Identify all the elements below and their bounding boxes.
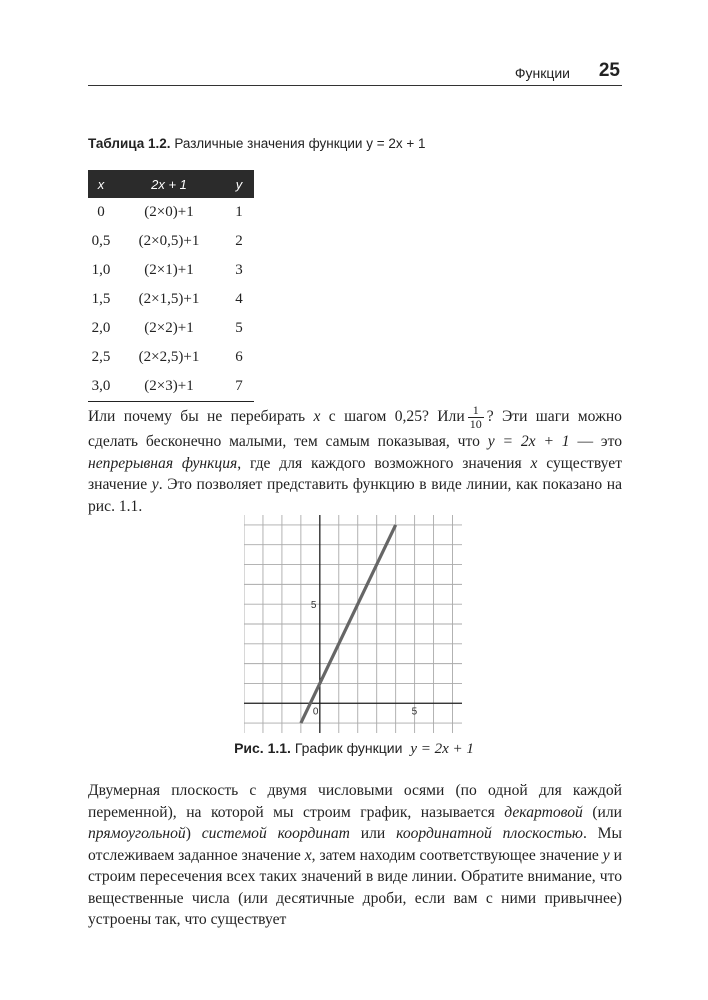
cell-x: 1,5 xyxy=(91,291,111,307)
variable-x: x xyxy=(313,408,321,426)
text-run: с шагом 0,25? Или xyxy=(328,408,465,426)
running-section-title: Функции xyxy=(514,65,570,81)
cell-x: 3,0 xyxy=(88,372,114,402)
cell-x: 0 xyxy=(97,204,105,220)
cell-expression: (2×0)+1 xyxy=(144,204,194,220)
emphasis-term: декартовой xyxy=(504,803,583,821)
cell-y: 7 xyxy=(224,372,254,402)
cell-expression: (2×0,5)+1 xyxy=(138,233,200,249)
table-caption-label: Таблица 1.2. xyxy=(88,136,171,151)
value-table xyxy=(88,170,254,402)
table-caption-text: Различные значения функции y = 2x + 1 xyxy=(174,136,426,151)
tick-label-origin: 0 xyxy=(312,706,319,718)
grid xyxy=(244,515,462,733)
text-run: или xyxy=(360,825,386,842)
text-run: существует значение xyxy=(88,454,623,493)
emphasis-term: системой координат xyxy=(201,825,350,842)
running-head xyxy=(88,60,622,86)
inline-formula: y = 2x + 1 xyxy=(487,433,570,450)
cell-x: 2,5 xyxy=(91,349,111,365)
variable-x: x xyxy=(530,454,538,472)
cell-x: 1,0 xyxy=(91,262,111,278)
text-run: — это xyxy=(577,433,622,450)
table-row xyxy=(88,372,254,402)
cell-y: 4 xyxy=(235,291,243,307)
fraction-numerator: 1 xyxy=(468,404,484,418)
text-run: Или почему бы не перебирать xyxy=(88,408,306,426)
page-number: 25 xyxy=(598,60,620,81)
column-header-y: y xyxy=(224,170,254,198)
variable-y: y xyxy=(151,476,159,493)
table-row xyxy=(88,256,254,285)
table-row xyxy=(88,343,254,372)
text-run: , затем находим соответствующее значение xyxy=(311,846,599,864)
cell-x: 0,5 xyxy=(91,233,111,249)
cell-expression: (2×2)+1 xyxy=(144,320,194,336)
cell-y: 3 xyxy=(235,262,243,278)
tick-label-x-5: 5 xyxy=(411,706,418,718)
table-row xyxy=(88,227,254,256)
variable-y: y xyxy=(602,846,610,864)
cell-expression: (2×3)+1 xyxy=(114,372,224,402)
cell-y: 5 xyxy=(235,320,243,336)
column-header-x: x xyxy=(88,170,114,198)
column-header-expression: 2x + 1 xyxy=(114,170,224,198)
cell-y: 1 xyxy=(235,204,243,220)
text-run: (или xyxy=(592,803,622,821)
emphasis-term: прямоугольной xyxy=(88,825,186,842)
cell-expression: (2×1)+1 xyxy=(144,262,194,278)
body-paragraph-2 xyxy=(88,780,622,931)
cell-y: 6 xyxy=(235,349,243,365)
function-graph xyxy=(244,515,462,733)
text-run: Двумерная плоскость с двумя числовыми осями (по одной для каждой переменной), на которой мы строим график, называется xyxy=(88,782,622,821)
cell-expression: (2×2,5)+1 xyxy=(138,349,200,365)
figure-caption-text: График функции xyxy=(294,740,403,756)
emphasis-term: координатной плоскостью xyxy=(396,825,583,842)
cell-x: 2,0 xyxy=(91,320,111,336)
body-paragraph-1 xyxy=(88,404,622,517)
tick-label-y-5: 5 xyxy=(310,600,317,612)
table-row xyxy=(88,198,254,227)
text-run: . Мы отслеживаем заданное значение xyxy=(88,825,623,864)
table-row xyxy=(88,314,254,343)
table-caption xyxy=(88,136,426,151)
text-run: , где для каждого возможного значения xyxy=(237,454,522,472)
table-header-row xyxy=(88,170,254,198)
cell-expression: (2×1,5)+1 xyxy=(138,291,200,307)
table-row xyxy=(88,285,254,314)
text-run: и строим пересечения всех таких значений в виде линии. Обратите внимание, что вещественные числа (или десятичные дроби, если вам с ними привычнее) устроены так, что существует xyxy=(88,846,623,928)
text-run: . Это позволяет представить функцию в виде линии, как показано на рис. 1.1. xyxy=(88,476,622,515)
figure-caption-formula: y = 2x + 1 xyxy=(410,741,474,757)
figure-caption-label: Рис. 1.1. xyxy=(234,740,291,756)
cell-y: 2 xyxy=(235,233,243,249)
fraction-denominator: 10 xyxy=(469,417,482,431)
emphasis-term: непрерывная функция xyxy=(88,454,238,472)
variable-x: x xyxy=(304,846,312,864)
text-run: ? Эти шаги можно сделать бесконечно малыми, тем самым показывая, что xyxy=(88,408,622,450)
figure-caption xyxy=(0,740,708,758)
fraction xyxy=(468,404,484,431)
text-run: ) xyxy=(185,825,191,842)
